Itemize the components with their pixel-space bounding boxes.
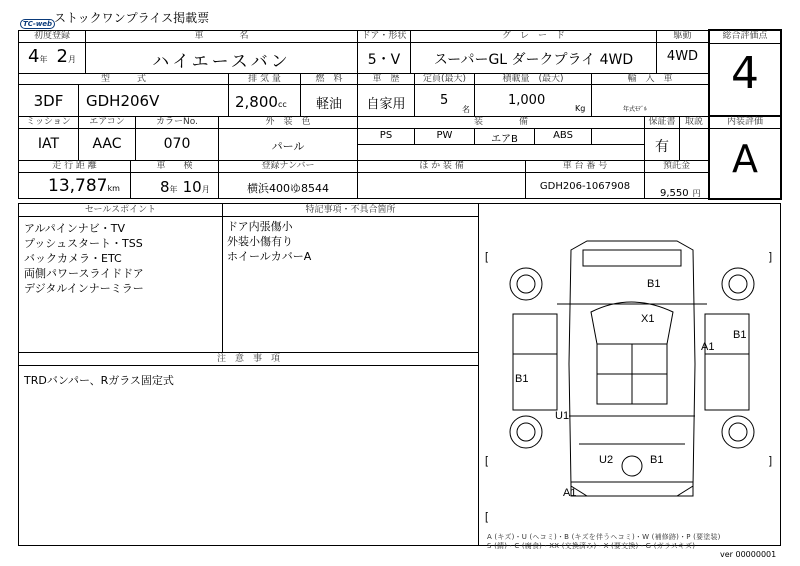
fuel-value: 軽油 — [315, 97, 342, 112]
damage-mark: A1 — [701, 341, 715, 353]
logo: TC-web — [20, 11, 55, 30]
mileage-value: 13,787km — [48, 176, 120, 196]
label-load: 積載量 (最大) — [502, 74, 564, 84]
label-warranty: 保証書 — [648, 117, 676, 127]
history-value: 自家用 — [366, 97, 406, 112]
label-model: 型 式 — [100, 74, 146, 84]
damage-mark: B1 — [647, 278, 661, 290]
label-sales: セールスポイント — [84, 205, 157, 215]
label-equipment: 装 備 — [473, 117, 528, 127]
inspection-value: 8年 10月 — [160, 178, 210, 196]
warranty-value: 有 — [655, 139, 669, 155]
label-chassis: 車 台 番 号 — [562, 161, 608, 171]
label-history: 車 歴 — [372, 74, 400, 84]
damage-mark: U1 — [555, 410, 570, 422]
damage-mark: X1 — [641, 313, 655, 325]
plate-value: 横浜400ゆ8544 — [247, 182, 329, 195]
overall-score: 4 — [731, 48, 759, 99]
list-item: プッシュスタート・TSS — [24, 237, 143, 250]
label-plate: 登録ナンバー — [261, 161, 315, 171]
bracket: [ — [485, 511, 489, 523]
label-other-equip: ほ か 装 備 — [419, 161, 464, 171]
label-displacement: 排 気 量 — [248, 74, 281, 84]
list-item: ホイールカバーA — [227, 250, 312, 263]
door-type-value: 5・V — [367, 52, 401, 68]
list-item: 外装小傷有り — [227, 235, 293, 248]
label-car-name: 車 名 — [194, 31, 249, 41]
capacity-unit: 名 — [462, 105, 470, 114]
page-title: ストックワンプライス掲載票 — [54, 11, 210, 25]
damage-mark: A1 — [563, 487, 577, 499]
defects-list — [227, 219, 311, 264]
list-item: ドア内張傷小 — [227, 220, 293, 233]
label-mileage: 走 行 距 離 — [52, 161, 97, 171]
displacement-value: 2,800cc — [235, 93, 287, 111]
label-import: 輸 入 車 — [627, 74, 673, 84]
label-door-type: ドア・形状 — [361, 31, 407, 41]
damage-diagram — [479, 204, 780, 545]
label-fuel: 燃 料 — [315, 74, 343, 84]
import-model-label: 年式ﾓﾃﾞﾙ — [623, 106, 648, 113]
label-capacity: 定員(最大) — [422, 74, 467, 84]
label-drive: 駆動 — [673, 31, 692, 41]
label-grade: グ レ ー ド — [501, 31, 565, 41]
list-item: デジタルインナーミラー — [24, 282, 144, 295]
cautions-list — [24, 373, 174, 388]
label-exterior: 外 装 色 — [265, 117, 311, 127]
version-label: ver 00000001 — [720, 550, 777, 559]
model-code-value: GDH206V — [86, 92, 160, 110]
label-overall: 総合評価点 — [722, 31, 768, 41]
car-name-value: ハイエースバン — [152, 52, 291, 72]
capacity-value: 5 — [440, 93, 449, 108]
damage-mark: B1 — [733, 329, 747, 341]
aircon-value: AAC — [92, 136, 122, 152]
mission-value: IAT — [37, 136, 60, 152]
bracket: [ — [485, 455, 489, 467]
label-notes-defects: 特記事項・不具合箇所 — [305, 205, 396, 215]
equipment-item: ABS — [553, 130, 573, 141]
list-item: アルパインナビ・TV — [24, 222, 126, 235]
label-inspection: 車 検 — [156, 161, 193, 171]
load-unit: Kg — [575, 104, 586, 113]
load-value: 1,000 — [508, 93, 546, 108]
color-no-value: 070 — [163, 136, 191, 152]
color-value: パール — [271, 140, 305, 153]
label-manual: 取説 — [684, 117, 703, 127]
legend-line-1: A (キズ)・U (ヘコミ)・B (キズを伴うヘコミ)・W (補修跡)・P (要塗装) — [487, 533, 721, 541]
damage-mark: B1 — [650, 454, 664, 466]
deposit-value: 9,550 円 — [660, 188, 701, 199]
interior-score: A — [732, 137, 758, 181]
bracket: ] — [769, 455, 773, 467]
list-item: バックカメラ・ETC — [24, 252, 122, 265]
label-deposit: 預託金 — [662, 161, 690, 171]
grade-value: スーパーGL ダークプライ 4WD — [433, 52, 634, 68]
sales-points-list — [24, 221, 144, 296]
chassis-value: GDH206-1067908 — [539, 181, 631, 192]
label-aircon: エアコン — [89, 117, 125, 127]
equipment-item: PS — [379, 130, 393, 141]
model-value: 3DF — [33, 92, 64, 110]
label-first-reg: 初度登録 — [33, 31, 70, 41]
equipment-item: PW — [436, 130, 453, 141]
label-interior: 内装評価 — [726, 117, 763, 127]
bracket: [ — [485, 251, 489, 263]
list-item: 両側パワースライドドア — [24, 267, 144, 280]
drive-value: 4WD — [666, 49, 699, 64]
bracket: ] — [769, 251, 773, 263]
label-cautions: 注 意 事 項 — [216, 354, 280, 364]
damage-mark: B1 — [515, 373, 529, 385]
first-reg-value: 4年 2月 — [28, 46, 76, 67]
damage-mark: U2 — [599, 454, 614, 466]
equipment-item: エアB — [491, 134, 518, 145]
list-item: TRDバンパー、Rガラス固定式 — [24, 374, 174, 387]
legend-line-2: S (錆)・C (腐食)・XX (交換済み)・X (要交換)・G (ガラスキズ) — [487, 542, 696, 550]
label-color-no: カラーNo. — [156, 117, 198, 127]
label-mission: ミッション — [26, 117, 71, 127]
